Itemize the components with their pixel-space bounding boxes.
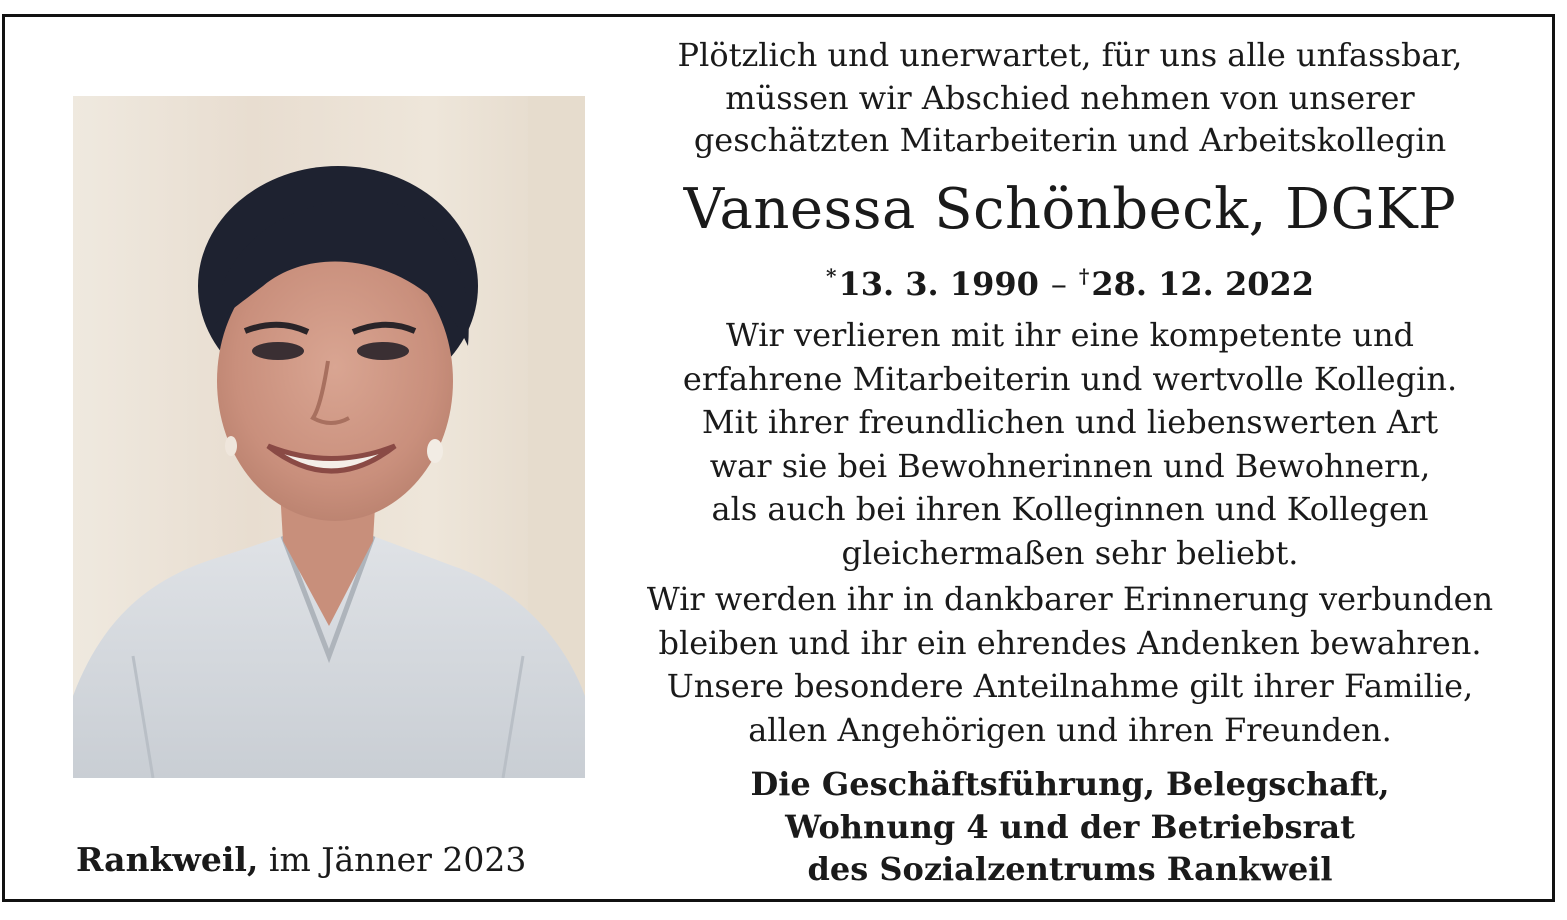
condolence-line: Wir werden ihr in dankbarer Erinnerung verbunden — [646, 580, 1494, 618]
intro-line: geschätzten Mitarbeiterin und Arbeitskollegin — [693, 121, 1447, 159]
tribute-line: war sie bei Bewohnerinnen und Bewohnern, — [709, 446, 1431, 485]
place-date-line — [76, 840, 526, 880]
condolence-line: allen Angehörigen und ihren Freunden. — [748, 710, 1392, 749]
signatory-line: Wohnung 4 und der Betriebsrat — [785, 807, 1355, 846]
tribute-line: gleichermaßen sehr beliebt. — [841, 533, 1299, 572]
signatory-line: Die Geschäftsführung, Belegschaft, — [750, 765, 1390, 803]
condolence-line: Unsere besondere Anteilnahme gilt ihrer Familie, — [666, 667, 1474, 705]
life-dates — [610, 254, 1530, 306]
birth-symbol: * — [825, 264, 837, 288]
intro-line: Plötzlich und unerwartet, für uns alle unfassbar, — [677, 36, 1463, 74]
condolence-line: bleiben und ihr ein ehrendes Andenken bewahren. — [658, 623, 1482, 662]
intro-text — [610, 34, 1530, 162]
date-dash: – — [1050, 265, 1067, 303]
death-date: 28. 12. 2022 — [1091, 265, 1315, 303]
date-text: im Jänner 2023 — [268, 840, 527, 879]
portrait-photo — [73, 96, 585, 778]
signatory-line: des Sozialzentrums Rankweil — [807, 850, 1333, 888]
place-name: Rankweil, — [76, 840, 259, 879]
signatories — [610, 763, 1530, 891]
tribute-line: als auch bei ihren Kolleginnen und Kollegen — [711, 490, 1429, 528]
tribute-paragraph — [610, 314, 1530, 575]
tribute-line: erfahrene Mitarbeiterin und wertvolle Kollegin. — [682, 359, 1458, 398]
deceased-name: Vanessa Schönbeck, DGKP — [683, 177, 1457, 242]
tribute-line: Wir verlieren mit ihr eine kompetente und — [725, 316, 1415, 354]
condolence-paragraph — [610, 578, 1530, 752]
portrait-image — [73, 96, 585, 778]
birth-date: 13. 3. 1990 — [838, 265, 1039, 303]
death-symbol: † — [1078, 264, 1090, 288]
intro-line: müssen wir Abschied nehmen von unserer — [725, 78, 1415, 117]
tribute-line: Mit ihrer freundlichen und liebenswerten Art — [701, 403, 1439, 441]
